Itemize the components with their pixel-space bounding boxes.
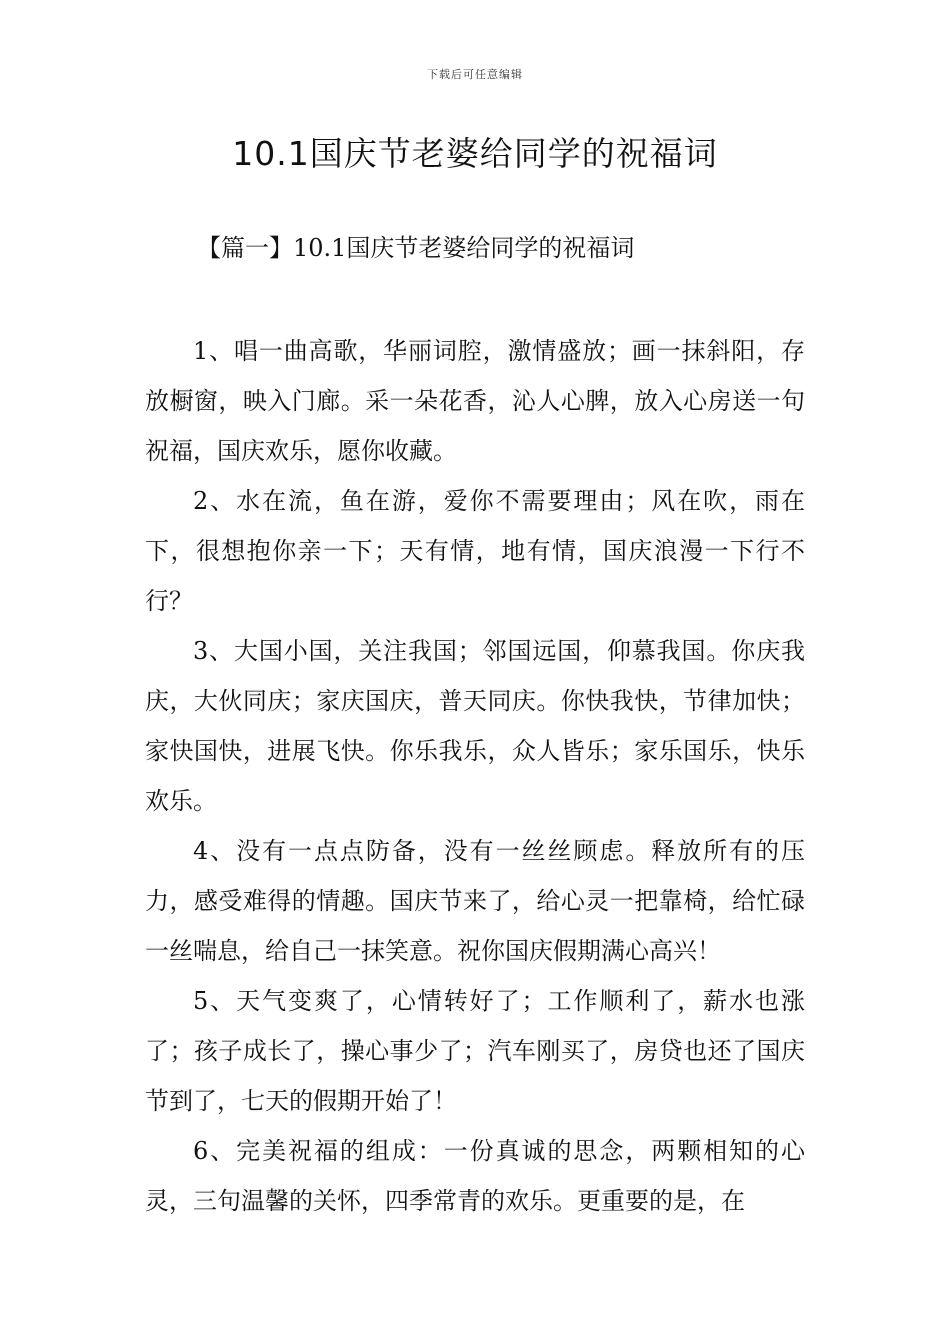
paragraph-3: 3、大国小国，关注我国；邻国远国，仰慕我国。你庆我庆，大伙同庆；家庆国庆，普天同庆。你快我快，节律加快；家快国快，进展飞快。你乐我乐，众人皆乐；家乐国乐，快乐欢乐。 bbox=[145, 637, 805, 815]
section-heading: 【篇一】10.1国庆节老婆给同学的祝福词 bbox=[197, 234, 635, 262]
paragraph-6: 6、完美祝福的组成：一份真诚的思念，两颗相知的心灵，三句温馨的关怀，四季常青的欢乐。更重要的是，在 bbox=[145, 1137, 805, 1215]
document-title: 10.1国庆节老婆给同学的祝福词 bbox=[232, 134, 718, 173]
paragraph-5: 5、天气变爽了，心情转好了；工作顺利了，薪水也涨了；孩子成长了，操心事少了；汽车刚买了，房贷也还了国庆节到了，七天的假期开始了！ bbox=[145, 987, 805, 1115]
paragraph-1: 1、唱一曲高歌，华丽词腔，激情盛放；画一抹斜阳，存放橱窗，映入门廊。采一朵花香，沁人心脾，放入心房送一句祝福，国庆欢乐，愿你收藏。 bbox=[145, 337, 805, 465]
paragraph-4: 4、没有一点点防备，没有一丝丝顾虑。释放所有的压力，感受难得的情趣。国庆节来了，给心灵一把靠椅，给忙碌一丝喘息，给自己一抹笑意。祝你国庆假期满心高兴！ bbox=[145, 837, 805, 965]
paragraph-2: 2、水在流，鱼在游，爱你不需要理由；风在吹，雨在下，很想抱你亲一下；天有情，地有情，国庆浪漫一下行不行？ bbox=[145, 487, 805, 615]
header-note: 下载后可任意编辑 bbox=[427, 68, 523, 81]
body-text bbox=[145, 326, 805, 1226]
